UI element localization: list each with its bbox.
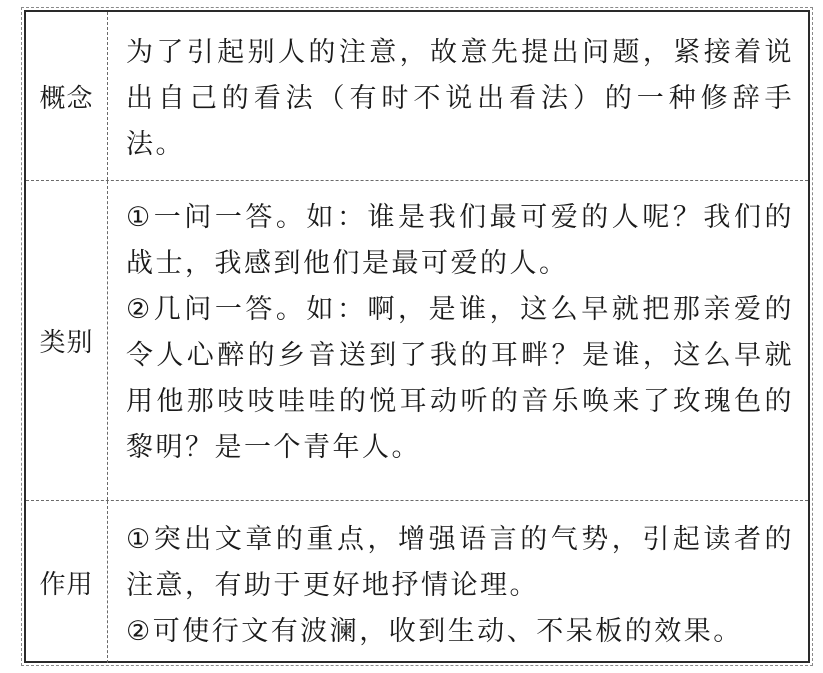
table-row-concept — [26, 12, 808, 180]
concept-definition: 为了引起别人的注意，故意先提出问题，紧接着说出自己的看法（有时不说出看法）的一种修辞手法。 — [126, 37, 794, 160]
row-label-effect: 作用 — [26, 501, 108, 663]
type-one-question-one-answer: ①一问一答。如：谁是我们最可爱的人呢？我们的战士，我感到他们是最可爱的人。 — [126, 202, 794, 279]
row-label-concept: 概念 — [26, 12, 108, 180]
type-several-questions-one-answer: ②几问一答。如：啊，是谁，这么早就把那亲爱的令人心醉的乡音送到了我的耳畔？是谁，这么早就用他那吱吱哇哇的悦耳动听的音乐唤来了玫瑰色的黎明？是一个青年人。 — [126, 294, 794, 463]
effect-point-two: ②可使行文有波澜，收到生动、不呆板的效果。 — [126, 616, 743, 647]
row-content-types — [108, 181, 808, 500]
row-label-types: 类别 — [26, 181, 108, 500]
effect-point-one: ①突出文章的重点，增强语言的气势，引起读者的注意，有助于更好地抒情论理。 — [126, 524, 794, 601]
table-row-effect — [26, 500, 808, 663]
rhetorical-question-table — [24, 10, 810, 663]
table-row-types — [26, 180, 808, 500]
row-content-effect — [108, 501, 808, 663]
row-content-concept — [108, 12, 808, 180]
